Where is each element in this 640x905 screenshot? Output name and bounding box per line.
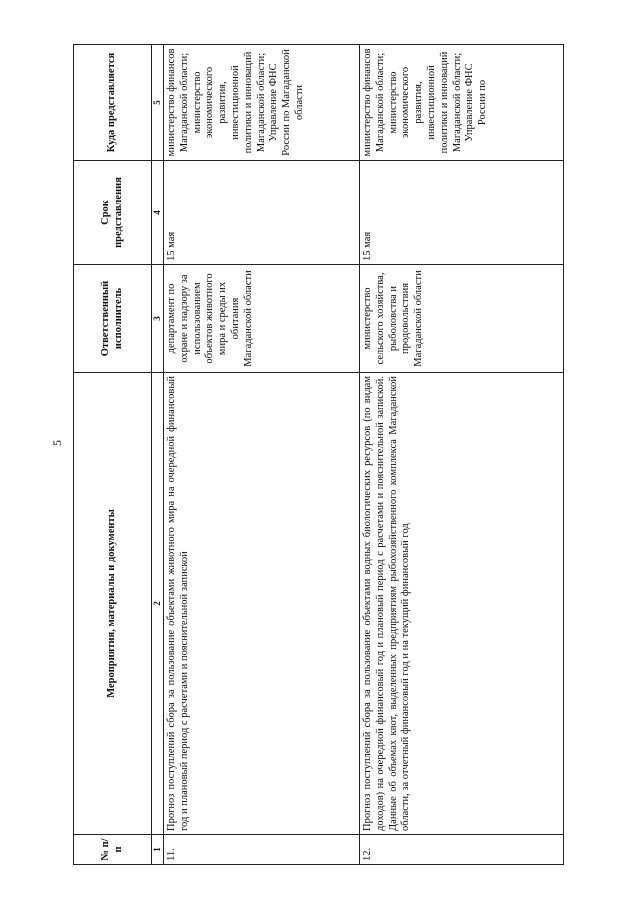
recipient-cell: министерство финансов Магаданской области; министерство экономического развития, инвестиционной политики и инноваций Магаданской области; Управление ФНС России по Магаданской области [163,45,359,161]
header-responsible: Ответственный исполнитель [74,265,152,373]
page-number: 5 [50,440,64,446]
deadline-cell: 15 мая [163,161,359,265]
column-number-row [152,45,164,865]
header-activity: Мероприятия, материалы и документы [74,373,152,835]
activity-cell: Прогноз поступлений сбора за пользование объектами водных биологических ресурсов (по видам доходов) на очередной финансовый год и плановый период с расчетами и пояснительной запиской. Данные об объемах квот, выделенных предприятиям рыбохозяйственного комплекса Магаданской области, за отчетный финансовый год и на текущий финансовый год [359,373,563,835]
column-number: 4 [152,161,164,265]
row-number: 12. [359,835,563,865]
responsible-cell: департамент по охране и надзору за использованием объектов животного мира и среды их обитания Магаданской области [163,265,359,373]
row-number: 11. [163,835,359,865]
header-no: № п/п [74,835,152,865]
table-row [163,45,359,865]
table-row [359,45,563,865]
column-number: 2 [152,373,164,835]
responsible-cell: министерство сельского хозяйства, рыболовства и продовольствия Магаданской области [359,265,563,373]
column-number: 1 [152,835,164,865]
header-row [74,45,152,865]
recipient-cell: министерство финансов Магаданской области; министерство экономического развития, инвестиционной политики и инноваций Магаданской области; Управление ФНС России по [359,45,563,161]
deadline-cell: 15 мая [359,161,563,265]
column-number: 3 [152,265,164,373]
activity-cell: Прогноз поступлений сбора за пользование объектами животного мира на очередной финансовый год и плановый период с расчетами и пояснительной запиской [163,373,359,835]
header-recipient: Куда представляется [74,45,152,161]
header-deadline: Срок представления [74,161,152,265]
plan-table [73,44,564,865]
column-number: 5 [152,45,164,161]
